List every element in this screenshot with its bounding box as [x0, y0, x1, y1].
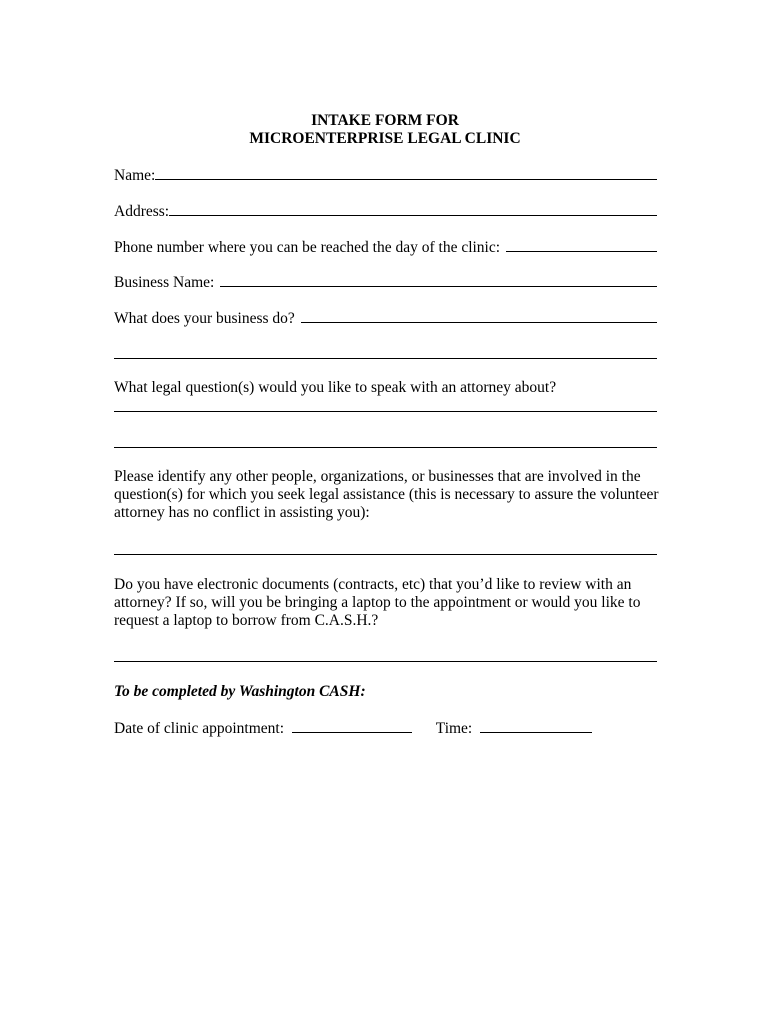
form-title-line-2: MICROENTERPRISE LEGAL CLINIC: [249, 130, 521, 147]
office-use-heading: To be completed by Washington CASH:: [114, 683, 366, 700]
phone-label: Phone number where you can be reached the day of the clinic:: [114, 239, 501, 256]
electronic-documents-line[interactable]: [114, 661, 657, 662]
other-parties-prompt: Please identify any other people, organizations, or businesses that are involved in the question(s) for which you seek legal assistance (this is necessary to assure the volunteer attorney has no conflict in assisting you):: [114, 468, 659, 522]
business-description-line-2[interactable]: [114, 358, 657, 359]
legal-question-line-1[interactable]: [114, 411, 657, 412]
phone-field: [114, 237, 657, 257]
appointment-time-label: Time:: [435, 720, 473, 737]
other-parties-line[interactable]: [114, 554, 657, 555]
electronic-documents-prompt: Do you have electronic documents (contracts, etc) that you’d like to review with an attorney? If so, will you be bringing a laptop to the appointment or would you like to request a laptop to borrow from C.A.S.H.?: [114, 576, 641, 630]
form-title-line-1: INTAKE FORM FOR: [311, 112, 459, 129]
name-input-line[interactable]: [155, 165, 657, 180]
business-name-field: [114, 272, 657, 292]
appointment-date-input-line[interactable]: [292, 718, 412, 733]
business-description-field: [114, 308, 657, 328]
business-name-label: Business Name:: [114, 274, 215, 291]
name-label: Name:: [114, 167, 156, 184]
appointment-time-input-line[interactable]: [480, 718, 592, 733]
address-label: Address:: [114, 203, 170, 220]
business-name-input-line[interactable]: [220, 272, 657, 287]
legal-question-line-2[interactable]: [114, 447, 657, 448]
business-description-input-line[interactable]: [301, 308, 657, 323]
legal-question-prompt: What legal question(s) would you like to speak with an attorney about?: [114, 379, 557, 396]
name-field: [114, 165, 657, 185]
address-input-line[interactable]: [169, 201, 657, 216]
phone-input-line[interactable]: [506, 237, 657, 252]
address-field: [114, 201, 657, 221]
appointment-row: [114, 718, 592, 738]
appointment-date-label: Date of clinic appointment:: [114, 720, 285, 737]
business-description-label: What does your business do?: [114, 310, 295, 327]
